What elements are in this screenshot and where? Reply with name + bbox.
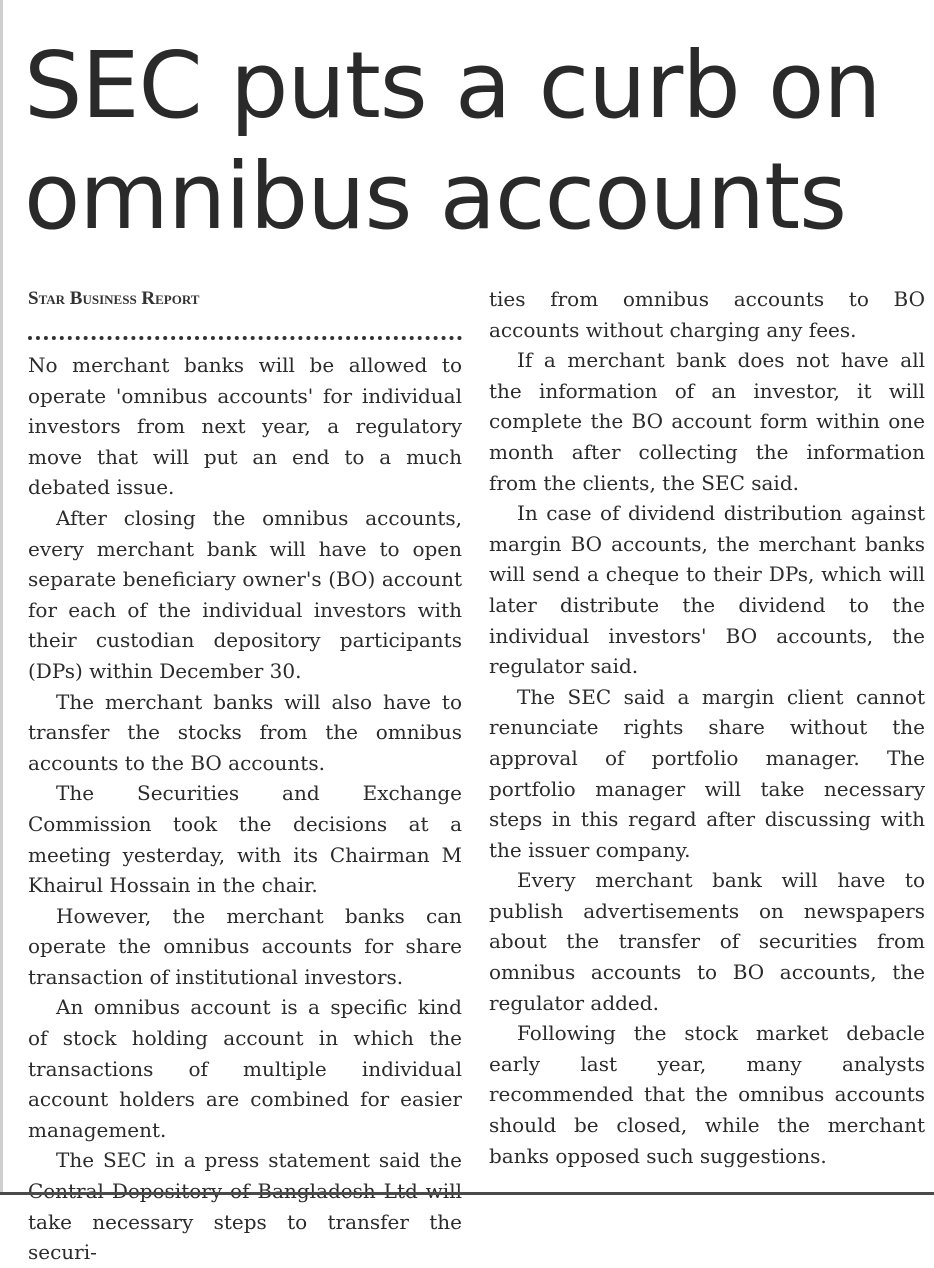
- byline: Star Business Report: [28, 288, 200, 309]
- article-column-left: [28, 284, 462, 1268]
- article-paragraph: If a merchant bank does not have all the information of an investor, it will complete the BO account form within one month after collecting the information from the clients, the SEC said.: [489, 348, 925, 495]
- article-paragraph: The Securities and Exchange Commission took the decisions at a meeting yesterday, with its Chairman M Khairul Hossain in the chair.: [28, 781, 462, 898]
- article-paragraph: The merchant banks will also have to transfer the stocks from the omnibus accounts to the BO accounts.: [28, 689, 462, 775]
- headline: SEC puts a curb on omnibus accounts: [24, 32, 881, 250]
- article-paragraph: Every merchant bank will have to publish advertisements on newspapers about the transfer of securities from omnibus accounts to BO accounts, the regulator added.: [489, 868, 925, 1015]
- article-paragraph: ties from omnibus accounts to BO accounts without charging any fees.: [489, 287, 925, 342]
- bottom-rule: [0, 1192, 934, 1195]
- dotted-divider: [28, 330, 462, 340]
- page-edge: [0, 0, 3, 1192]
- article-paragraph: The SEC said a margin client cannot renunciate rights share without the approval of portfolio manager. The portfolio manager will take necessary steps in this regard after discussing with the issuer company.: [489, 684, 925, 862]
- article-paragraph: After closing the omnibus accounts, every merchant bank will have to open separate beneficiary owner's (BO) account for each of the individual investors with their custodian depository participants (DPs) within December 30.: [28, 505, 462, 683]
- article-paragraph: The SEC in a press statement said the take necessary steps to transfer the securi-: [28, 1148, 462, 1265]
- article-paragraph: An omnibus account is a specific kind of stock holding account in which the transactions of multiple individual account holders are combined for easier management.: [28, 995, 462, 1142]
- article-column-right: [489, 284, 925, 1171]
- article-paragraph: However, the merchant banks can operate the omnibus accounts for share transaction of institutional investors.: [28, 903, 462, 989]
- article-paragraph: Following the stock market debacle early last year, many analysts recommended that the omnibus accounts should be closed, while the merchant banks opposed such suggestions.: [489, 1021, 925, 1168]
- article-paragraph: No merchant banks will be allowed to operate 'omnibus accounts' for individual investors from next year, a regulatory move that will put an end to a much debated issue.: [28, 353, 462, 500]
- article-paragraph: In case of dividend distribution against margin BO accounts, the merchant banks will send a cheque to their DPs, which will later distribute the dividend to the individual investors' BO accounts, the regulator said.: [489, 501, 925, 679]
